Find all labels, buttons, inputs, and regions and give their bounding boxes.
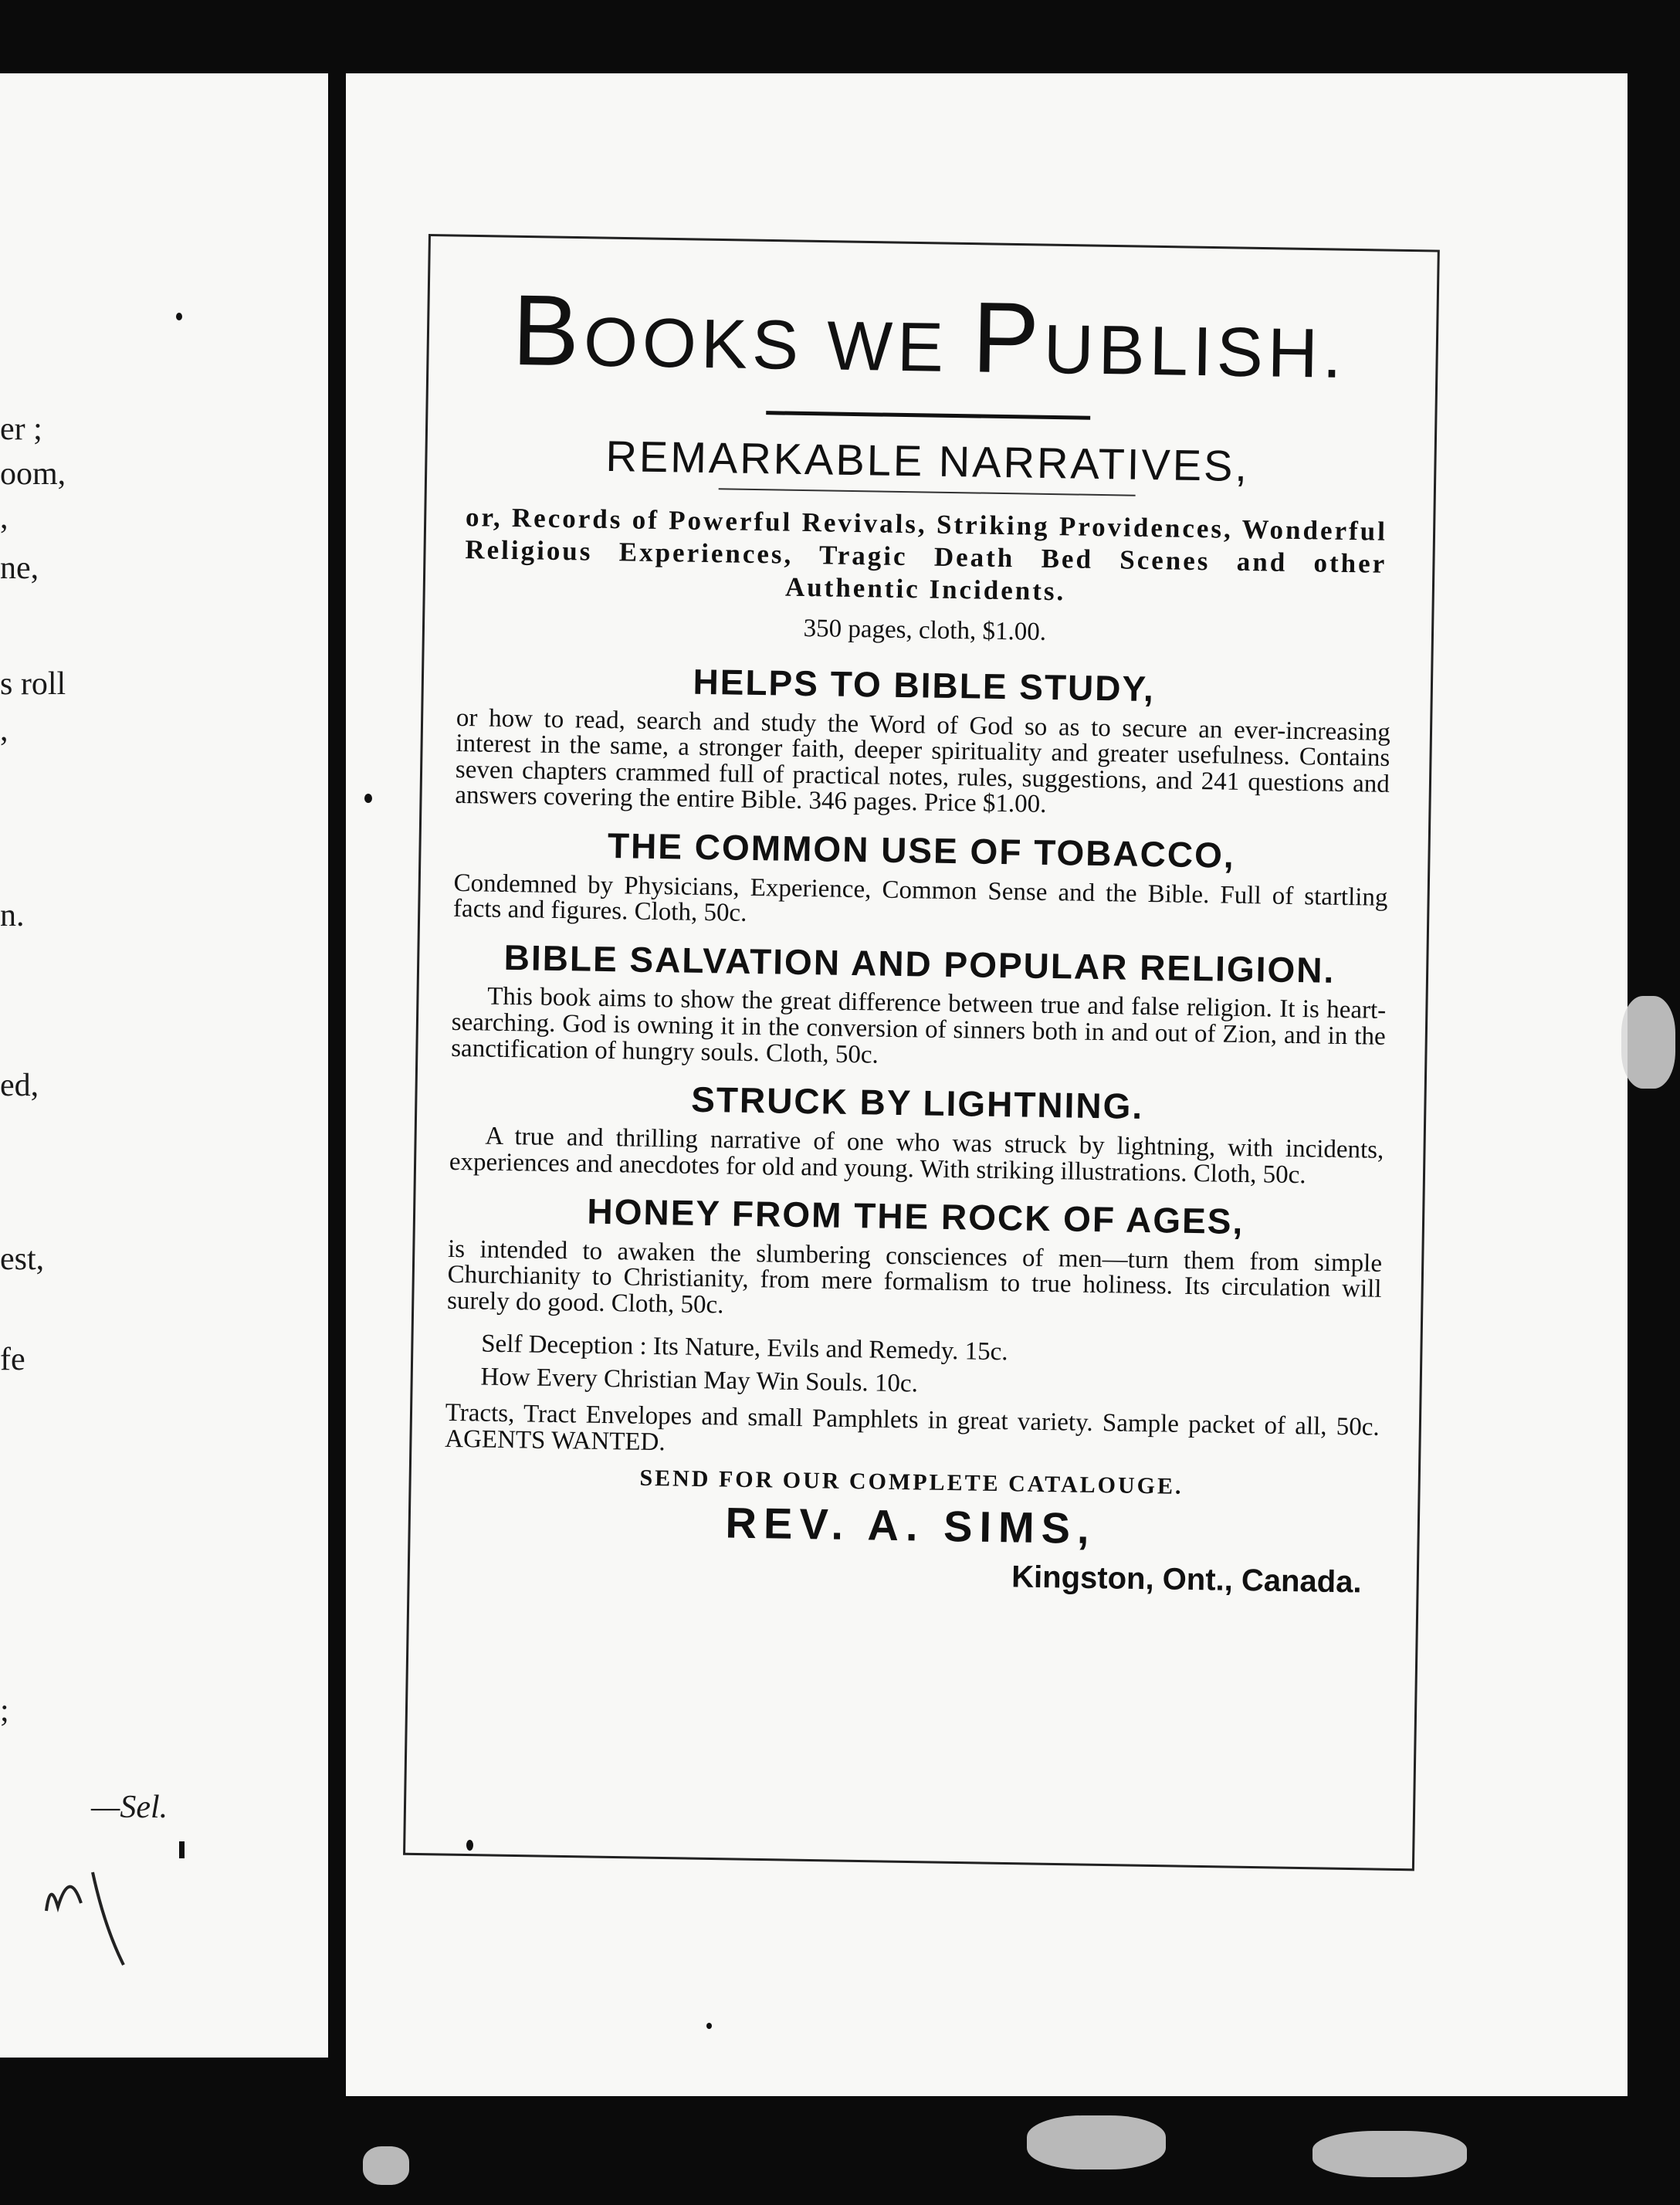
left-text-fragment: ed, [0, 1068, 39, 1103]
left-text-fragment: fe [0, 1342, 25, 1377]
publisher-address: Kingston, Ont., Canada. [1011, 1560, 1362, 1600]
small-item: Self Deception : Its Nature, Evils and Remedy. 15c. [480, 1329, 1008, 1366]
tracts-line: Tracts, Tract Envelopes and small Pamphlets in great variety. Sample packet of all, 50c. AGENTS WANTED. [445, 1399, 1380, 1457]
book-description: is intended to awaken the slumbering consciences of men—turn them from simple Churchianity to Christianity, from mere formalism to true holiness. Its circulation will surely do good. Cloth, 50c. [446, 1235, 1383, 1319]
left-text-fragment: , [0, 713, 8, 748]
advertisement [439, 274, 1397, 1856]
left-text-fragment: ; [0, 1693, 9, 1729]
ink-dot [466, 1840, 473, 1851]
book-title: THE COMMON USE OF TOBACCO, [607, 825, 1236, 876]
book-description: or how to read, search and study the Word of God so as to secure an ever-increasing interest in the same, a stronger faith, deeper spirituality and greater usefulness. Contains seven chapters crammed full of practical notes, rules, suggestions, and 241 questions and answers covering the entire Bible. 346 pages. Price $1.00. [455, 703, 1391, 819]
left-text-fragment: est, [0, 1241, 45, 1277]
title-initial: P [971, 280, 1045, 395]
book-title: BIBLE SALVATION AND POPULAR RELIGION. [503, 937, 1336, 991]
handwritten-mark [39, 1865, 139, 1980]
left-text-fragment: , [0, 500, 8, 536]
left-facing-page [0, 73, 328, 2058]
ink-dot [364, 794, 372, 803]
left-text-fragment: n. [0, 898, 25, 933]
book-title: HELPS TO BIBLE STUDY, [693, 661, 1156, 710]
ink-dot [706, 2023, 712, 2029]
title-divider [766, 411, 1090, 420]
left-text-fragment: s roll [0, 666, 66, 702]
ink-dot [176, 313, 182, 320]
title-initial: B [511, 273, 585, 388]
book-title: HONEY FROM THE ROCK OF AGES, [587, 1191, 1245, 1242]
catalogue-line: SEND FOR OUR COMPLETE CATALOUGE. [639, 1465, 1184, 1499]
page-damage [363, 2146, 409, 2185]
left-text-fragment: —Sel. [91, 1790, 168, 1825]
book-details: 350 pages, cloth, $1.00. [803, 614, 1047, 646]
page-damage [1312, 2131, 1467, 2177]
page-damage [1027, 2115, 1166, 2169]
ink-mark [179, 1841, 185, 1858]
book-title: STRUCK BY LIGHTNING. [690, 1079, 1144, 1127]
main-title [462, 274, 1397, 399]
page-damage [1621, 996, 1675, 1089]
book-description: A true and thrilling narrative of one who was struck by lightning, with incidents, experiences and anecdotes for old and young. With striking illustrations. Cloth, 50c. [449, 1122, 1384, 1189]
publisher-name: REV. A. SIMS, [725, 1498, 1097, 1553]
left-text-fragment: ne, [0, 550, 39, 586]
book-description: This book aims to show the great difference between true and false religion. It is heart-searching. God is owning it in the conversion of sinners both in and out of Zion, and in the sanctification of hungry souls. Cloth, 50c. [450, 983, 1387, 1069]
left-text-fragment: oom, [0, 456, 66, 492]
book-subtitle: or, Records of Powerful Revivals, Striking Providences, Wonderful Religious Experiences, Tragic Death Bed Scenes and other Authentic Incidents. [465, 502, 1388, 607]
book-title: REMARKABLE NARRATIVES, [605, 431, 1250, 491]
title-text: OOKS WE [583, 303, 973, 388]
title-text: UBLISH. [1042, 310, 1347, 393]
small-item: How Every Christian May Win Souls. 10c. [480, 1363, 919, 1398]
left-text-fragment: er ; [0, 412, 42, 447]
book-description: Condemned by Physicians, Experience, Common Sense and the Bible. Full of startling facts and figures. Cloth, 50c. [452, 869, 1388, 928]
